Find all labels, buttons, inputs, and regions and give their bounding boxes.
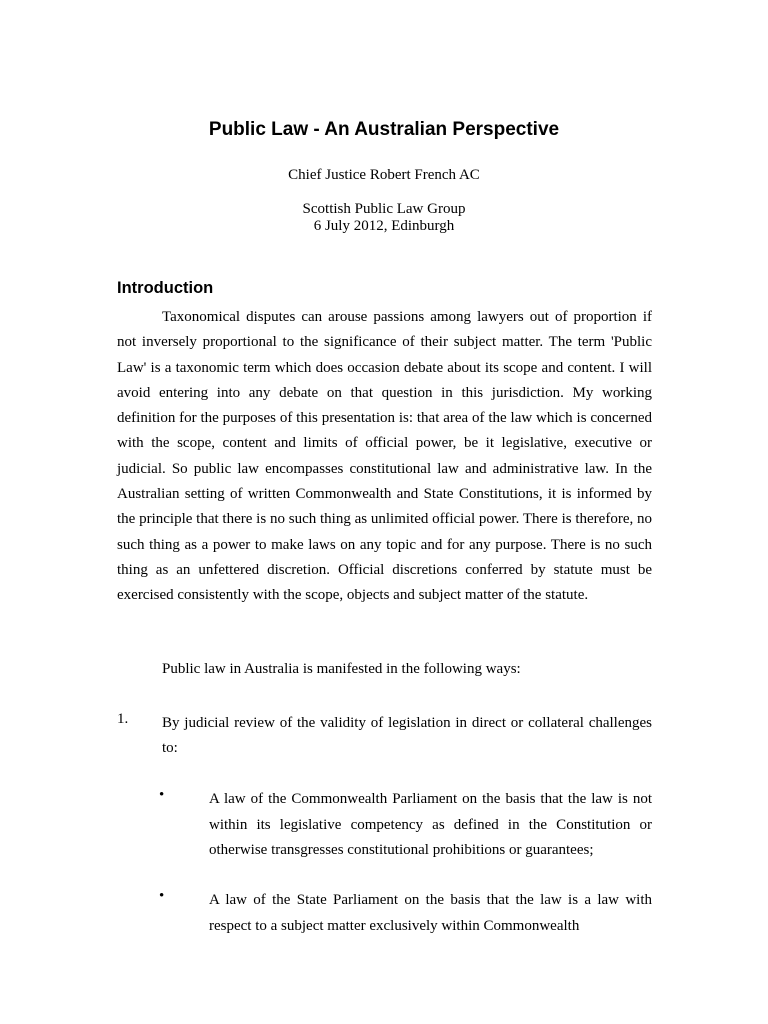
- author-line: Chief Justice Robert French AC: [288, 167, 480, 183]
- lead-in-sentence: Public law in Australia is manifested in the following ways:: [162, 661, 521, 677]
- bullet-item-text: A law of the Commonwealth Parliament on the basis that the law is not within its legislative competency as defined in the Constitution or otherwise transgresses constitutional prohibitions or guarantees;: [209, 791, 652, 858]
- bullet-icon: •: [159, 888, 165, 904]
- date-location-line: 6 July 2012, Edinburgh: [313, 218, 455, 234]
- introduction-paragraph: Taxonomical disputes can arouse passions among lawyers out of proportion if not inversely proportional to the significance of their subject matter. The term 'Public Law' is a taxonomic term which does occasion debate about its scope and content. I will avoid entering into any debate on that question in this jurisdiction. My working definition for the purposes of this presentation is: that area of the law which is concerned with the scope, content and limits of official power, be it legislative, executive or judicial. So public law encompasses constitutional law and administrative law. In the Australian setting of written Commonwealth and State Constitutions, it is informed by the principle that there is no such thing as unlimited official power. There is therefore, no such thing as a power to make laws on any topic and for any purpose. There is no such thing as an unfettered discretion. Official discretions conferred by statute must be exercised consistently with the scope, objects and subject matter of the statute.: [117, 309, 652, 604]
- event-line: Scottish Public Law Group: [302, 201, 466, 217]
- section-heading-introduction: Introduction: [117, 279, 214, 297]
- bullet-icon: •: [159, 787, 165, 803]
- bullet-item-text: A law of the State Parliament on the basis that the law is a law with respect to a subject matter exclusively within Commonwealth: [209, 892, 652, 934]
- document-title: Public Law - An Australian Perspective: [208, 119, 560, 140]
- list-item-text: By judicial review of the validity of legislation in direct or collateral challenges to:: [162, 715, 652, 756]
- list-item-number: 1.: [117, 711, 129, 727]
